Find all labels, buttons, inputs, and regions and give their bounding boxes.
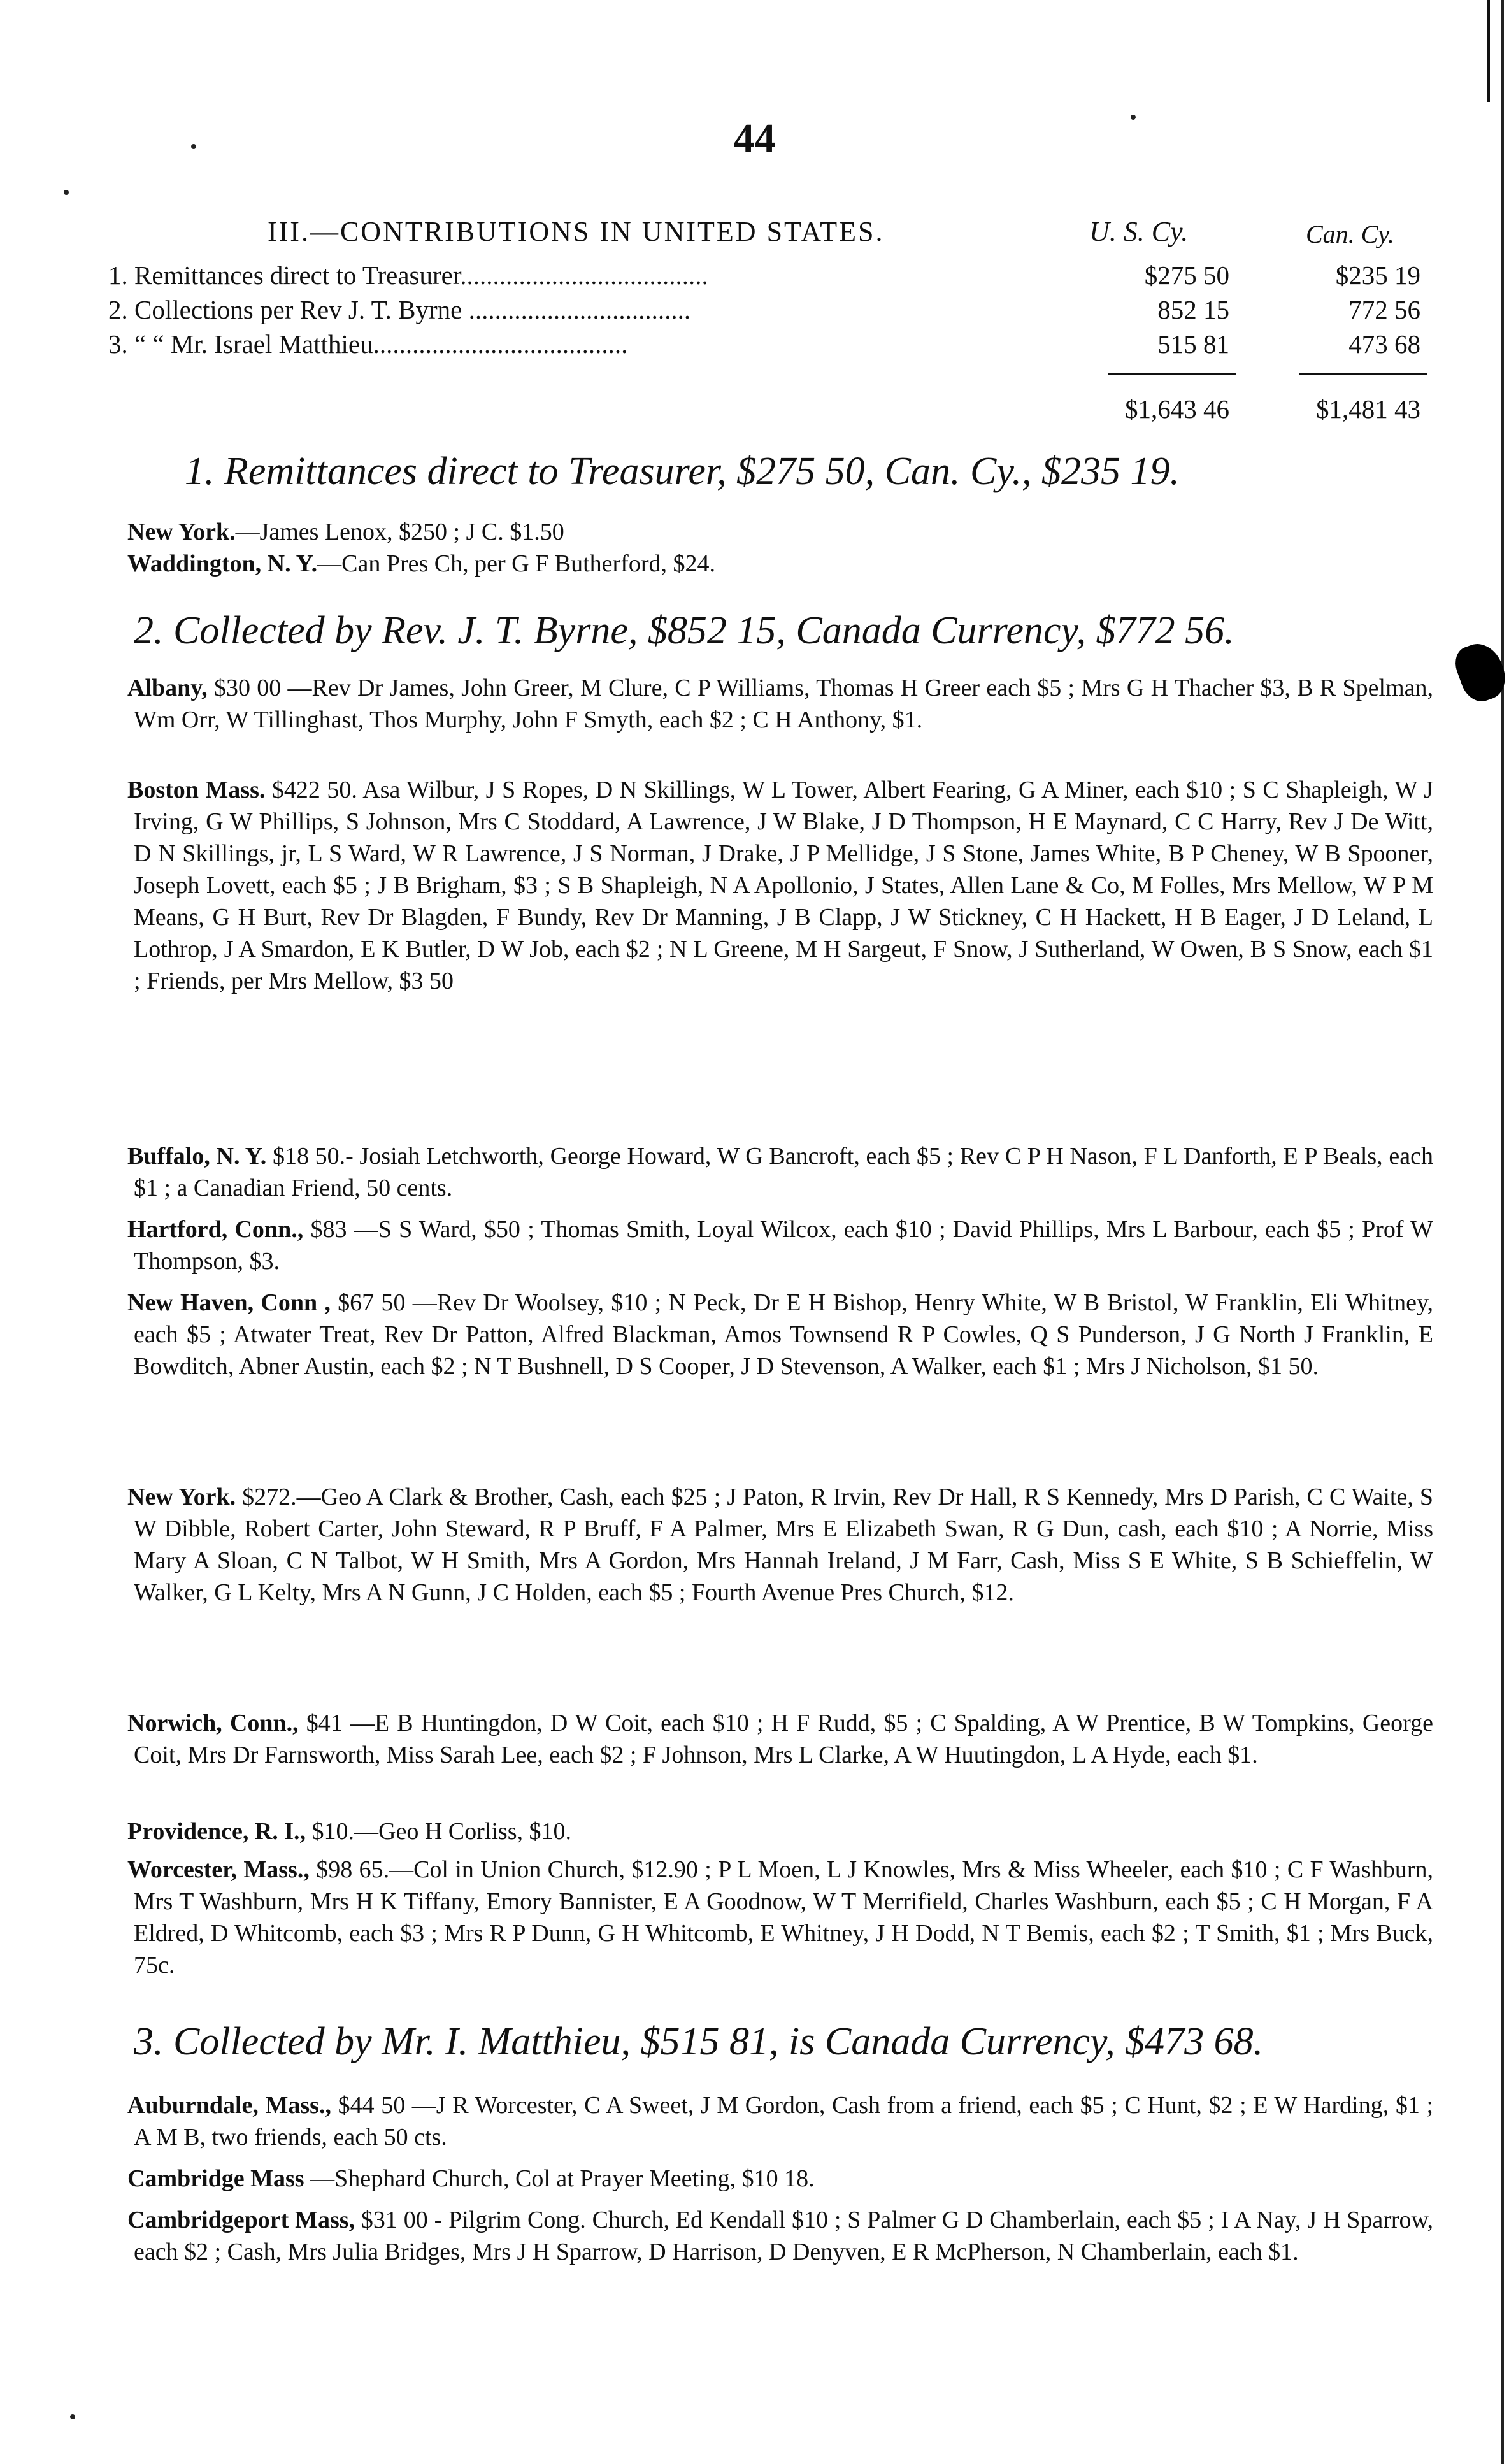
table-total-row — [108, 394, 1433, 424]
entry-place: Buffalo, N. Y. — [127, 1143, 267, 1170]
page-number: 44 — [733, 115, 776, 162]
list-item — [96, 672, 1433, 736]
entry-text: $18 50.- Josiah Letchworth, George Howard, W G Bancroft, each $5 ; Rev C P H Nason, F L Danforth, E P Beals, each $1 ; a Canadian Friend, 50 cents. — [134, 1143, 1433, 1201]
entry-place: Worcester, Mass., — [127, 1856, 310, 1883]
row-can-amount: 473 68 — [1348, 329, 1420, 359]
entry-place: Boston Mass. — [127, 777, 266, 803]
entry-place: New York. — [127, 519, 236, 545]
table-row — [108, 260, 1433, 290]
total-us: $1,643 46 — [1125, 394, 1229, 424]
table-row — [108, 329, 1433, 359]
list-item — [96, 516, 1433, 548]
page-edge — [1501, 0, 1504, 2464]
list-item — [96, 1287, 1433, 1382]
list-item — [96, 2163, 1433, 2195]
entry-text: $98 65.—Col in Union Church, $12.90 ; P L Moen, L J Knowles, Mrs & Miss Wheeler, each $10 ; C F Washburn, Mrs T Washburn, Mrs H K Tiffany, Emory Bannister, E A Goodnow, W T Merrifield, Charles Washburn, each $5 ; C H Morgan, F A Eldred, D Whitcomb, each $3 ; Mrs R P Dunn, G H Whitcomb, E Whitney, J H Dodd, N T Bemis, each $2 ; T Smith, $1 ; Mrs Buck, 75c. — [134, 1856, 1433, 1979]
entry-text: $44 50 —J R Worcester, C A Sweet, J M Gordon, Cash from a friend, each $5 ; C Hunt, $2 ; E W Harding, $1 ; A M B, two friends, each 50 cts. — [134, 2092, 1434, 2151]
table-title: III.—CONTRIBUTIONS IN UNITED STATES. — [268, 216, 885, 247]
row-label: 1. Remittances direct to Treasurer...................................... — [108, 261, 708, 290]
section-heading-remittances: 1. Remittances direct to Treasurer, $275 50, Can. Cy., $235 19. — [185, 450, 1180, 493]
section-heading-matthieu: 3. Collected by Mr. I. Matthieu, $515 81, is Canada Currency, $473 68. — [134, 2020, 1264, 2063]
row-label: 2. Collections per Rev J. T. Byrne .................................. — [108, 295, 691, 324]
list-item — [96, 2204, 1433, 2268]
row-us-amount: 515 81 — [1157, 329, 1229, 359]
col-can-header: Can. Cy. — [1306, 220, 1394, 248]
entry-place: Norwich, Conn., — [127, 1710, 299, 1737]
entry-place: Waddington, N. Y. — [127, 550, 318, 577]
speck — [64, 190, 69, 195]
entry-text: —Shephard Church, Col at Prayer Meeting, $10 18. — [304, 2165, 815, 2192]
total-rule-us — [1108, 373, 1236, 375]
entry-text: $83 —S S Ward, $50 ; Thomas Smith, Loyal Wilcox, each $10 ; David Phillips, Mrs L Barbour, each $5 ; Prof W Thompson, $3. — [134, 1216, 1433, 1275]
entry-place: Cambridge Mass — [127, 2165, 304, 2192]
row-us-amount: 852 15 — [1157, 295, 1229, 324]
entry-text: $10.—Geo H Corliss, $10. — [306, 1818, 571, 1845]
entry-text: $30 00 —Rev Dr James, John Greer, M Clure, C P Williams, Thomas H Greer each $5 ; Mrs G H Thacher $3, B R Spelman, Wm Orr, W Tillinghast, Thos Murphy, John F Smyth, each $2 ; C H Anthony, $1. — [134, 675, 1433, 733]
entry-place: New York. — [127, 1484, 236, 1510]
entry-place: New Haven, Conn , — [127, 1289, 331, 1316]
row-us-amount: $275 50 — [1144, 261, 1229, 290]
corner-mark — [1487, 0, 1503, 102]
list-item — [96, 1707, 1433, 1771]
entry-place: Albany, — [127, 675, 208, 701]
total-rule-can — [1299, 373, 1427, 375]
list-item — [96, 548, 1433, 580]
col-us-header: U. S. Cy. — [1089, 216, 1189, 247]
entry-place: Cambridgeport Mass, — [127, 2207, 355, 2233]
entry-text: $31 00 - Pilgrim Cong. Church, Ed Kendall $10 ; S Palmer G D Chamberlain, each $5 ; I A Nay, J H Sparrow, each $2 ; Cash, Mrs Julia Bridges, Mrs J H Sparrow, D Harrison, D Denyven, E R McPherson, N Chamberlain, each $1. — [134, 2207, 1433, 2265]
total-can: $1,481 43 — [1316, 394, 1420, 424]
ink-blot — [1450, 638, 1509, 707]
row-can-amount: 772 56 — [1348, 295, 1420, 324]
entry-text: $272.—Geo A Clark & Brother, Cash, each $25 ; J Paton, R Irvin, Rev Dr Hall, R S Kennedy, Mrs D Parish, C C Waite, S W Dibble, Robert Carter, John Steward, R P Bruff, F A Palmer, Mrs E Elizabeth Swan, R G Dun, cash, each $10 ; A Norrie, Miss Mary A Sloan, C N Talbot, W H Smith, Mrs A Gordon, Mrs Hannah Ireland, J M Farr, Cash, Miss S E White, S B Schieffelin, W Walker, G L Kelty, Mrs A N Gunn, J C Holden, each $5 ; Fourth Avenue Pres Church, $12. — [134, 1484, 1433, 1606]
speck — [70, 2414, 75, 2419]
list-item — [96, 1816, 1433, 1847]
contributions-table-header — [108, 211, 1433, 256]
row-can-amount: $235 19 — [1335, 261, 1420, 290]
entry-text: $67 50 —Rev Dr Woolsey, $10 ; N Peck, Dr E H Bishop, Henry White, W B Bristol, W Franklin, Eli Whitney, each $5 ; Atwater Treat, Rev Dr Patton, Alfred Blackman, Amos Townsend R P Cowles, Q S Punderson, J G North J Franklin, E Bowditch, Abner Austin, each $2 ; N T Bushnell, D S Cooper, J D Stevenson, A Walker, each $1 ; Mrs J Nicholson, $1 50. — [134, 1289, 1433, 1380]
entry-text: —James Lenox, $250 ; J C. $1.50 — [235, 519, 564, 545]
entry-text: $41 —E B Huntingdon, D W Coit, each $10 ; H F Rudd, $5 ; C Spalding, A W Prentice, B W Tompkins, George Coit, Mrs Dr Farnsworth, Miss Sarah Lee, each $2 ; F Johnson, Mrs L Clarke, A W Huutingdon, L A Hyde, each $1. — [134, 1710, 1433, 1768]
list-item — [96, 2089, 1433, 2153]
list-item — [96, 1140, 1433, 1204]
entry-place: Providence, R. I., — [127, 1818, 306, 1845]
entry-place: Hartford, Conn., — [127, 1216, 304, 1243]
list-item — [96, 1481, 1433, 1608]
list-item — [96, 1214, 1433, 1277]
row-label: 3. “ “ Mr. Israel Matthieu....................................... — [108, 329, 628, 359]
list-item — [96, 1854, 1433, 1981]
section-heading-byrne: 2. Collected by Rev. J. T. Byrne, $852 15, Canada Currency, $772 56. — [134, 609, 1234, 652]
table-row — [108, 294, 1433, 325]
entry-text: $422 50. Asa Wilbur, J S Ropes, D N Skillings, W L Tower, Albert Fearing, G A Miner, each $10 ; S C Shapleigh, W J Irving, G W Phillips, S Johnson, Mrs C Stoddard, A Lawrence, J W Blake, J D Thompson, H E Maynard, C C Harry, Rev J De Witt, D N Skillings, jr, L S Ward, W R Lawrence, J S Norman, J Drake, J P Mellidge, J S Stone, James White, B P Cheney, W B Spooner, Joseph Lovett, each $5 ; J B Brigham, $3 ; S B Shapleigh, N A Apollonio, J States, Allen Lane & Co, M Folles, Mrs Mellow, W P M Means, G H Burt, Rev Dr Blagden, F Bundy, Rev Dr Manning, J B Clapp, J W Stickney, C H Hackett, H B Eager, J D Leland, L Lothrop, J A Smardon, E K Butler, D W Job, each $2 ; N L Greene, M H Sargeut, F Snow, J Sutherland, W Owen, B S Snow, each $1 ; Friends, per Mrs Mellow, $3 50 — [134, 777, 1433, 994]
entry-place: Auburndale, Mass., — [127, 2092, 331, 2119]
entry-text: —Can Pres Ch, per G F Butherford, $24. — [317, 550, 715, 577]
list-item — [96, 774, 1433, 997]
